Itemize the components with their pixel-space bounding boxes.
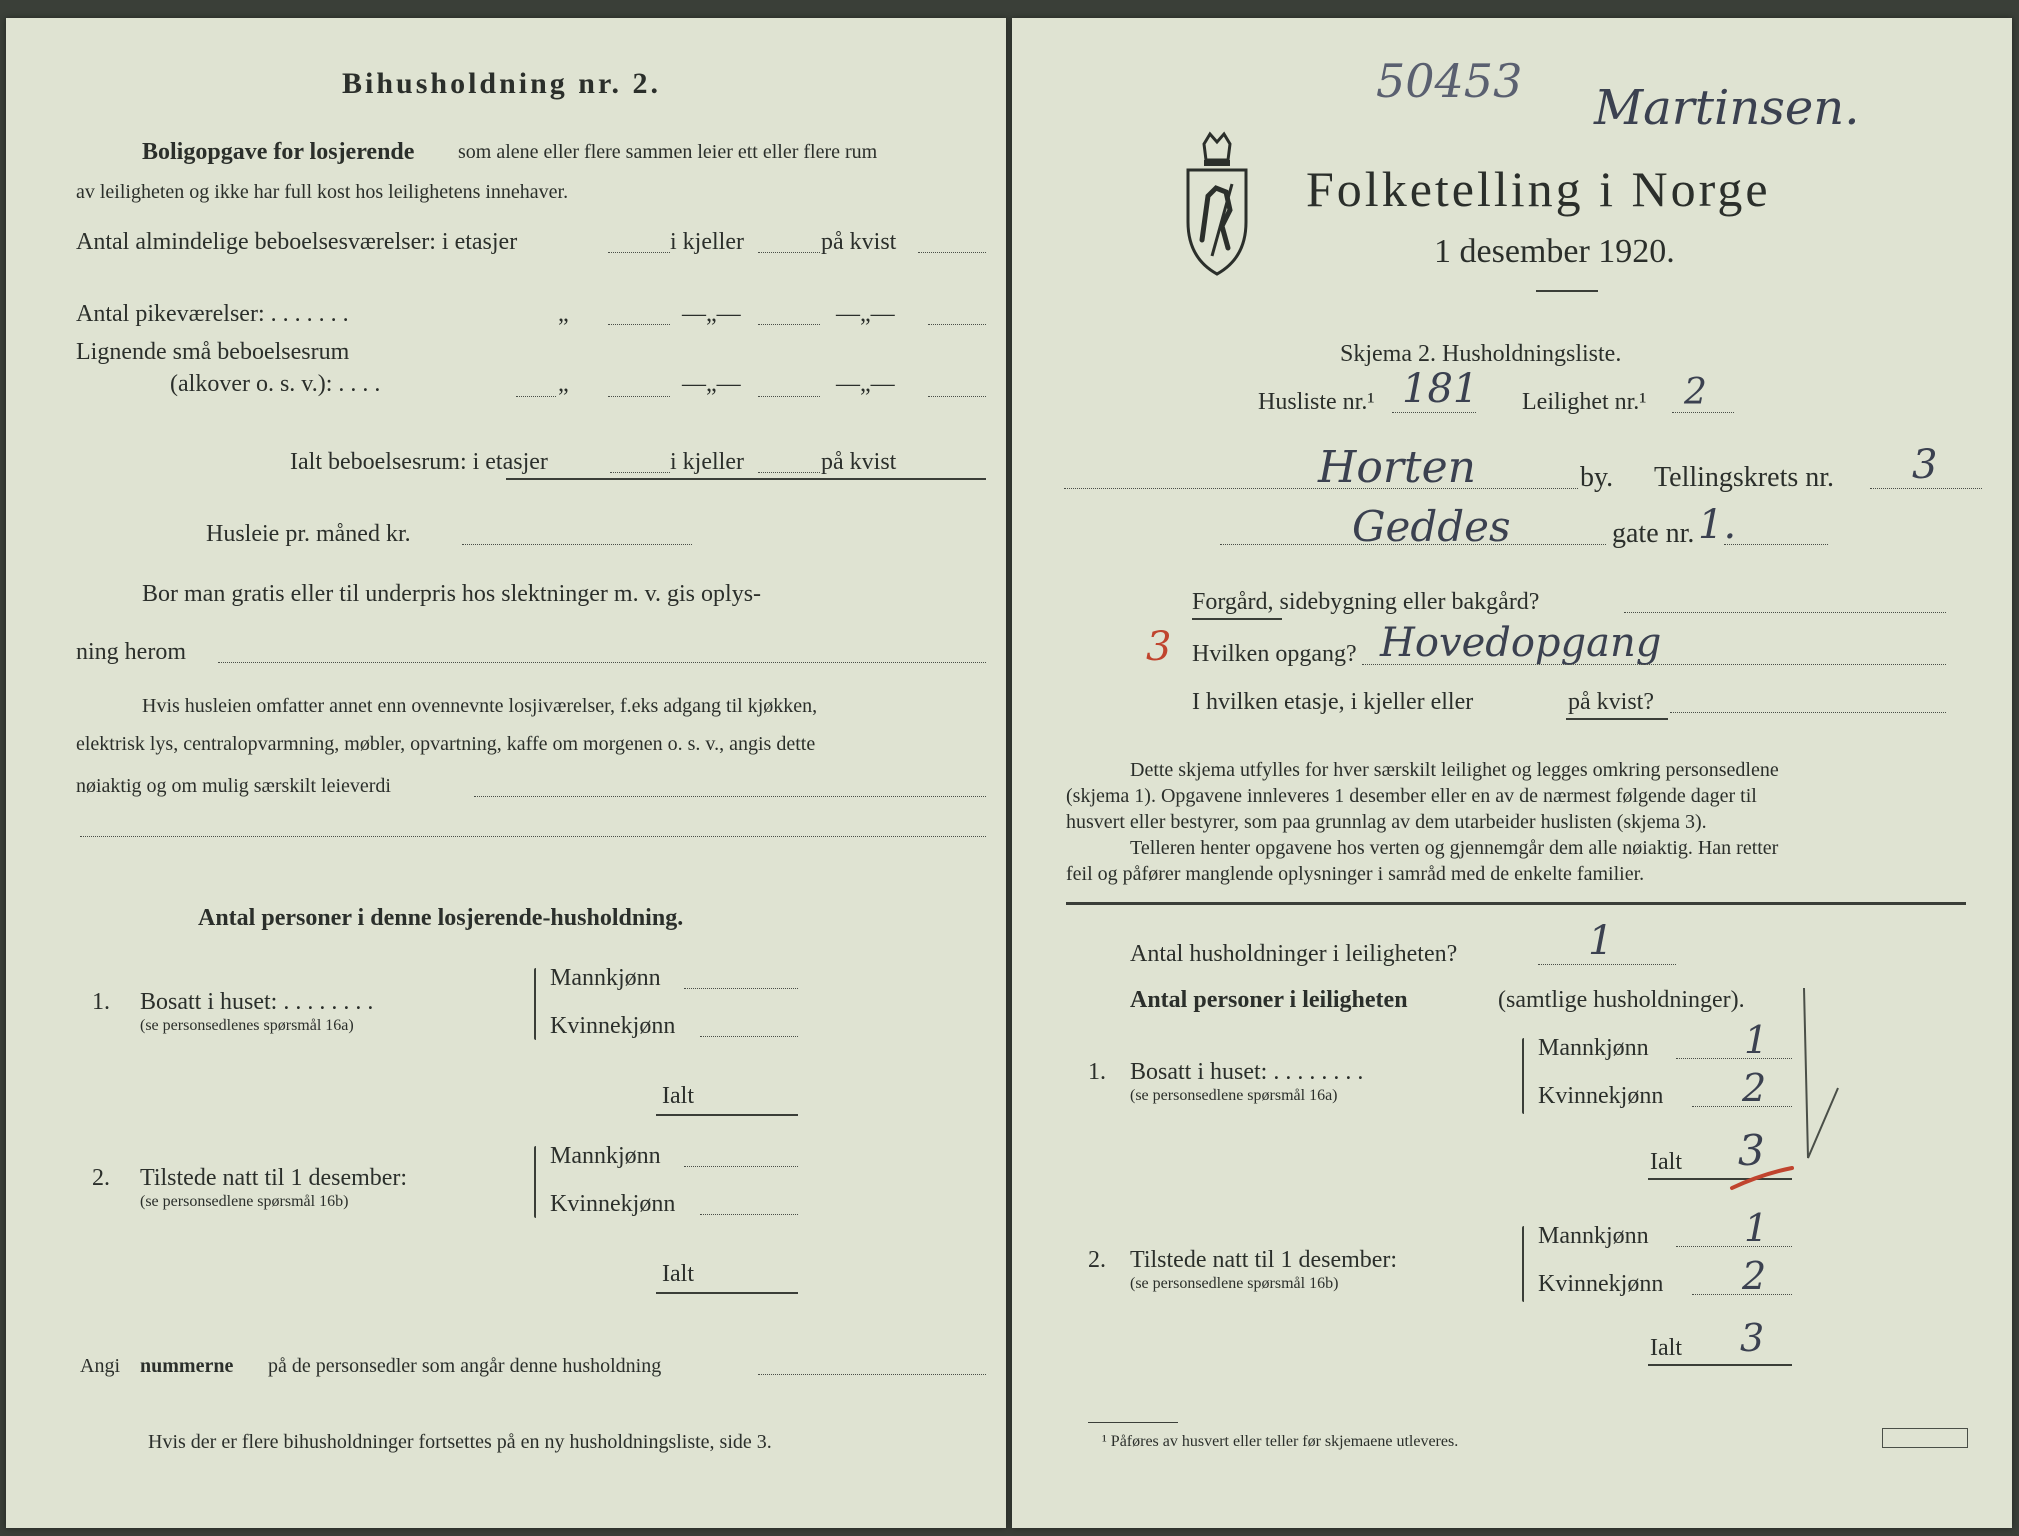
pike-field-3 <box>928 324 986 325</box>
r-bosatt-label: Bosatt i huset: . . . . . . . . <box>1130 1059 1364 1085</box>
rooms-kjeller-field <box>758 252 820 253</box>
r-tilstede-mann-label: Mannkjønn <box>1538 1223 1649 1249</box>
title-divider <box>1536 290 1598 292</box>
rooms-kvist-field <box>918 252 986 253</box>
info-line-1: Dette skjema utfylles for hver særskilt leilighet og legges omkring personsedlene <box>1130 759 1779 781</box>
small-rooms-field-3 <box>928 396 986 397</box>
etasje-field <box>1670 712 1946 713</box>
handwritten-name: Martinsen. <box>1594 80 1860 136</box>
r-tilstede-mann-field <box>1676 1246 1792 1247</box>
paa-kvist-answer: på kvist? <box>1568 689 1654 715</box>
free-line-2: ning herom <box>76 639 186 665</box>
total-kvist-label: på kvist <box>821 449 897 475</box>
rooms-kvist-label: på kvist <box>821 229 897 255</box>
by-label: by. <box>1580 462 1614 493</box>
coat-of-arms-icon <box>1182 130 1252 280</box>
angi-pre: Angi <box>80 1355 120 1377</box>
town-value: Horten <box>1318 442 1476 493</box>
bosatt-mann-field <box>684 988 798 989</box>
tilstede-label: Tilstede natt til 1 desember: <box>140 1165 408 1191</box>
tilstede-sub: (se personsedlene spørsmål 16b) <box>140 1193 349 1210</box>
red-check-mark-icon <box>1728 1164 1798 1194</box>
tilstede-ialt-field <box>656 1292 798 1294</box>
r-tilstede-kvinne-value: 2 <box>1742 1254 1767 1298</box>
r-bosatt-ialt-value: 3 <box>1738 1126 1765 1175</box>
tilstede-kvinne-field <box>700 1214 798 1215</box>
bosatt-kvinne-label: Kvinnekjønn <box>550 1013 676 1039</box>
bosatt-brace <box>534 968 536 1040</box>
info-divider <box>1066 902 1966 905</box>
forgaard-underline <box>1192 618 1282 620</box>
r-tilstede-ialt-field <box>1648 1364 1792 1366</box>
angi-field <box>758 1374 986 1375</box>
info-line-2: (skjema 1). Opgavene innleveres 1 desember eller en av de nærmest følgende dager til <box>1066 785 1757 807</box>
small-rooms-field-2 <box>758 396 820 397</box>
persons-heading: Antal personer i denne losjerende-husholdning. <box>198 905 684 931</box>
total-kjeller-field <box>758 472 820 473</box>
r-bosatt-brace <box>1522 1038 1524 1114</box>
intro-text: som alene eller flere sammen leier ett eller flere rum <box>458 141 878 163</box>
households-value: 1 <box>1588 918 1614 964</box>
small-rooms-label: Lignende små beboelsesrum <box>76 339 350 365</box>
households-label: Antal husholdninger i leiligheten? <box>1130 941 1458 967</box>
gate-label: gate nr. <box>1612 518 1695 549</box>
r-tilstede-kvinne-label: Kvinnekjønn <box>1538 1271 1664 1297</box>
bosatt-ialt-label: Ialt <box>662 1083 694 1109</box>
forgaard-question: Forgård, sidebygning eller bakgård? <box>1192 589 1540 615</box>
bosatt-ialt-field <box>656 1114 798 1116</box>
small-rooms-field-1 <box>608 396 670 397</box>
tilstede-kvinne-label: Kvinnekjønn <box>550 1191 676 1217</box>
margin-mark: 3 <box>1146 624 1172 670</box>
rent-field <box>462 544 692 545</box>
r-bosatt-mann-label: Mannkjønn <box>1538 1035 1649 1061</box>
angi-bold: nummerne <box>140 1355 234 1377</box>
tilstede-number: 2. <box>92 1165 110 1191</box>
etasje-question: I hvilken etasje, i kjeller eller <box>1192 689 1474 715</box>
small-rooms-ditto-1: „ <box>558 371 569 397</box>
pike-field-1 <box>608 324 670 325</box>
pike-label: Antal pikeværelser: . . . . . . . <box>76 301 349 327</box>
rooms-label: Antal almindelige beboelsesværelser: i etasjer <box>76 229 518 255</box>
bihusholdning-title: Bihusholdning nr. 2. <box>342 67 662 100</box>
forgaard-field <box>1624 612 1946 613</box>
rent-label: Husleie pr. måned kr. <box>206 521 411 547</box>
total-etasjer-field <box>610 472 670 473</box>
left-page <box>6 18 1006 1528</box>
note-field <box>474 796 986 797</box>
total-underline <box>506 478 986 480</box>
rooms-kjeller-label: i kjeller <box>670 229 744 255</box>
free-line-1: Bor man gratis eller til underpris hos slektninger m. v. gis oplys- <box>142 581 762 607</box>
leilighet-value: 2 <box>1684 372 1707 413</box>
bosatt-mann-label: Mannkjønn <box>550 965 661 991</box>
intro-bold: Boligopgave for losjerende <box>142 139 415 165</box>
r-tilstede-mann-value: 1 <box>1744 1206 1769 1250</box>
intro-line-2: av leiligheten og ikke har full kost hos leilighetens innehaver. <box>76 181 569 203</box>
r-tilstede-ialt-label: Ialt <box>1650 1335 1682 1361</box>
census-date: 1 desember 1920. <box>1434 233 1675 270</box>
r-bosatt-kvinne-label: Kvinnekjønn <box>1538 1083 1664 1109</box>
bosatt-kvinne-field <box>700 1036 798 1037</box>
note-field-2 <box>80 836 986 837</box>
r-bosatt-number: 1. <box>1088 1059 1106 1085</box>
pike-ditto-3: —„— <box>836 301 895 327</box>
r-bosatt-kvinne-value: 2 <box>1742 1066 1767 1110</box>
persons-rest: (samtlige husholdninger). <box>1498 987 1745 1013</box>
pike-ditto-1: „ <box>558 301 569 327</box>
note-line-2: elektrisk lys, centralopvarmning, møbler, opvartning, kaffe om morgenen o. s. v., angis dette <box>76 733 816 755</box>
krets-field <box>1870 488 1982 489</box>
footnote: ¹ Påføres av husvert eller teller før skjemaene utleveres. <box>1102 1433 1459 1450</box>
r-tilstede-brace <box>1522 1226 1524 1302</box>
krets-label: Tellingskrets nr. <box>1654 462 1835 493</box>
schema-label: Skjema 2. Husholdningsliste. <box>1340 341 1622 367</box>
small-rooms-ditto-3: —„— <box>836 371 895 397</box>
krets-value: 3 <box>1912 442 1938 488</box>
small-rooms-sub: (alkover o. s. v.): . . . . <box>170 371 381 397</box>
info-line-3: husvert eller bestyrer, som paa grunnlag av dem utarbeider huslisten (skjema 3). <box>1066 811 1707 833</box>
info-line-5: feil og påfører manglende oplysninger i samråd med de enkelte familier. <box>1066 863 1645 885</box>
leilighet-label: Leilighet nr.¹ <box>1522 389 1647 415</box>
handwritten-number: 50453 <box>1376 54 1523 108</box>
r-bosatt-sub: (se personsedlene spørsmål 16a) <box>1130 1087 1338 1104</box>
bosatt-label: Bosatt i huset: . . . . . . . . <box>140 989 374 1015</box>
street-value: Geddes <box>1352 502 1511 551</box>
small-rooms-field-0 <box>516 396 556 397</box>
households-field <box>1538 964 1676 965</box>
husliste-label: Husliste nr.¹ <box>1258 389 1375 415</box>
total-kjeller-label: i kjeller <box>670 449 744 475</box>
gate-field <box>1724 544 1828 545</box>
husliste-field <box>1392 412 1476 413</box>
pike-field-2 <box>758 324 820 325</box>
total-rooms-label: Ialt beboelsesrum: i etasjer <box>290 449 548 475</box>
town-field <box>1064 488 1578 489</box>
tilstede-mann-field <box>684 1166 798 1167</box>
census-title: Folketelling i Norge <box>1306 161 1771 217</box>
rooms-etasjer-field <box>608 252 670 253</box>
pike-ditto-2: —„— <box>682 301 741 327</box>
printer-stamp <box>1882 1428 1968 1448</box>
r-bosatt-kvinne-field <box>1692 1106 1792 1107</box>
opgang-label: Hvilken opgang? <box>1192 641 1357 667</box>
paa-kvist-underline <box>1566 718 1668 720</box>
r-bosatt-mann-value: 1 <box>1744 1018 1769 1062</box>
husliste-value: 181 <box>1402 366 1479 412</box>
pencil-tick-icon <box>1798 978 1848 1168</box>
note-line-1: Hvis husleien omfatter annet enn ovennevnte losjiværelser, f.eks adgang til kjøkken, <box>142 695 818 717</box>
bosatt-number: 1. <box>92 989 110 1015</box>
note-line-3: nøiaktig og om mulig særskilt leieverdi <box>76 775 391 797</box>
angi-text: på de personsedler som angår denne husholdning <box>268 1355 662 1377</box>
r-bosatt-ialt-label: Ialt <box>1650 1149 1682 1175</box>
r-tilstede-ialt-value: 3 <box>1740 1316 1765 1360</box>
footnote-rule <box>1088 1422 1178 1423</box>
info-line-4: Telleren henter opgavene hos verten og gjennemgår dem alle nøiaktig. Han retter <box>1130 837 1779 859</box>
r-bosatt-mann-field <box>1676 1058 1792 1059</box>
small-rooms-ditto-2: —„— <box>682 371 741 397</box>
tilstede-brace <box>534 1146 536 1218</box>
street-field <box>1220 544 1606 545</box>
tilstede-mann-label: Mannkjønn <box>550 1143 661 1169</box>
leilighet-field <box>1672 412 1734 413</box>
gate-value: 1. <box>1698 502 1737 548</box>
bosatt-sub: (se personsedlenes spørsmål 16a) <box>140 1017 354 1034</box>
r-tilstede-number: 2. <box>1088 1247 1106 1273</box>
opgang-value: Hovedopgang <box>1380 620 1662 666</box>
right-page <box>1012 18 2012 1528</box>
r-tilstede-sub: (se personsedlene spørsmål 16b) <box>1130 1275 1339 1292</box>
opgang-field <box>1362 664 1946 665</box>
r-tilstede-label: Tilstede natt til 1 desember: <box>1130 1247 1398 1273</box>
left-footer: Hvis der er flere bihusholdninger fortsettes på en ny husholdningsliste, side 3. <box>148 1431 772 1453</box>
tilstede-ialt-label: Ialt <box>662 1261 694 1287</box>
r-tilstede-kvinne-field <box>1692 1294 1792 1295</box>
free-field <box>218 662 986 663</box>
persons-bold: Antal personer i leiligheten <box>1130 987 1408 1013</box>
